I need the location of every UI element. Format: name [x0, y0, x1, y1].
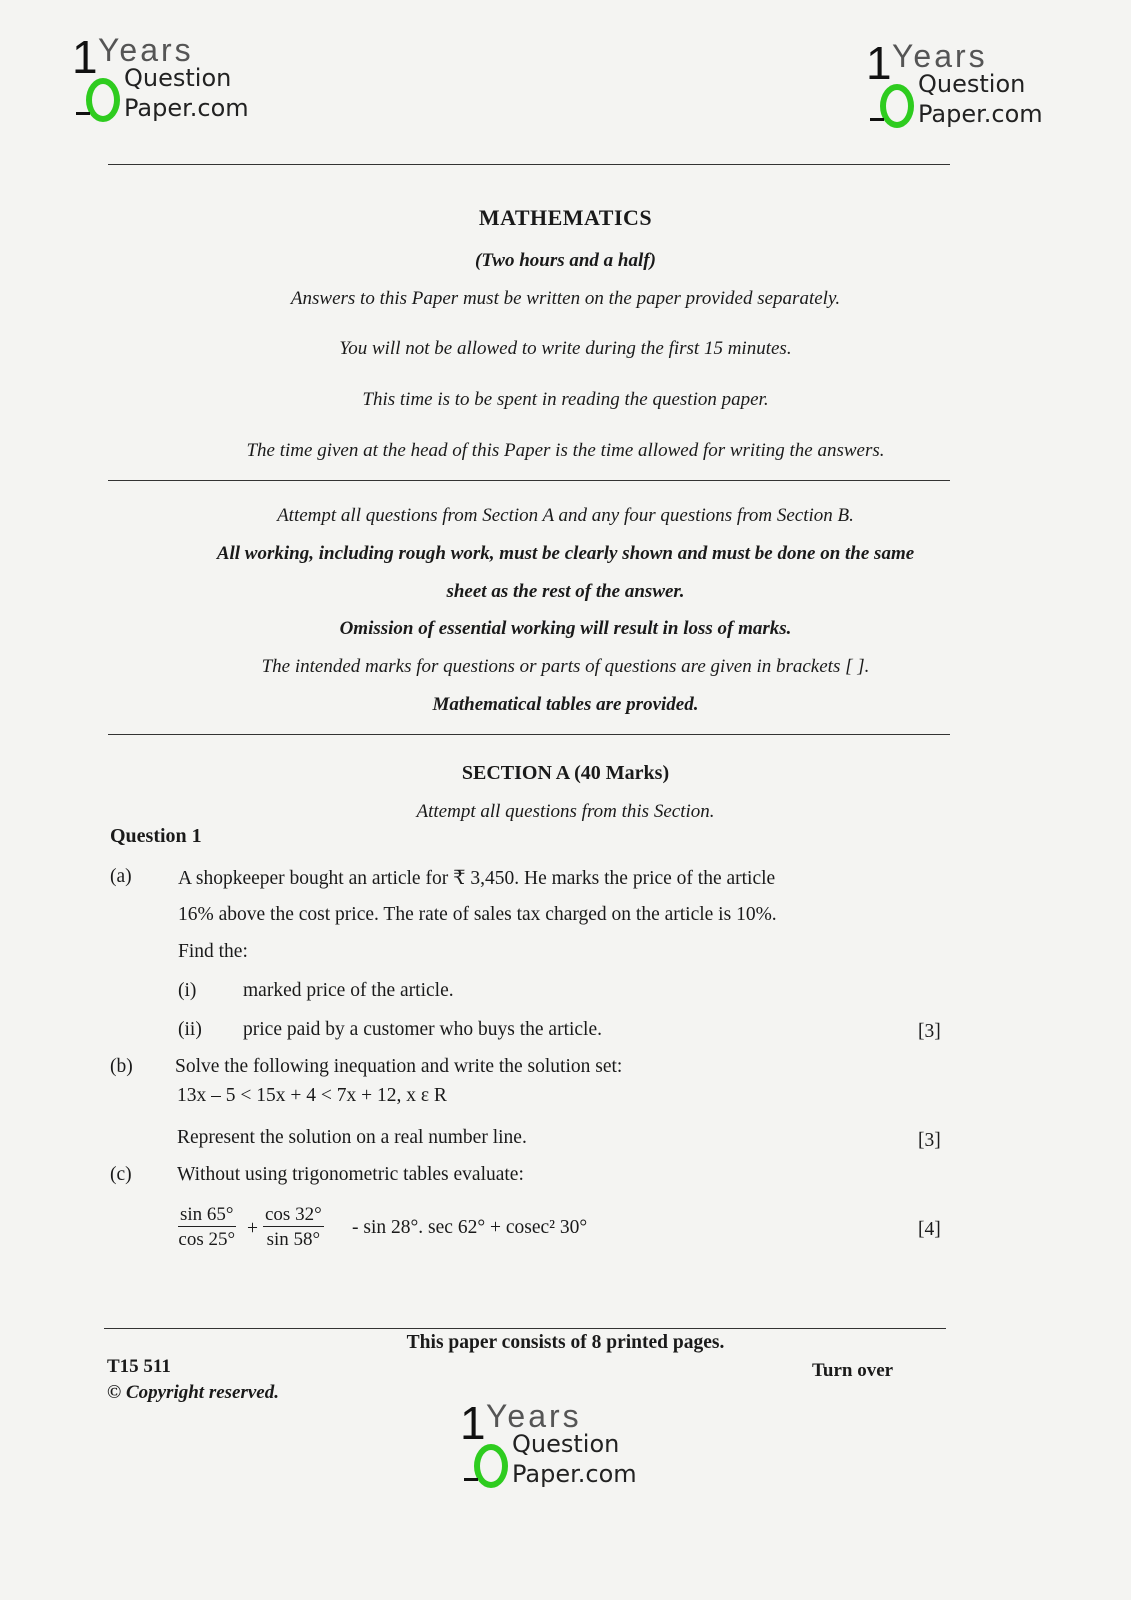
- fraction-cos32-sin58: [263, 1204, 324, 1251]
- part-a-sub-i-label: (i): [178, 980, 197, 1001]
- question-heading: Question 1: [110, 825, 202, 847]
- part-a-line: A shopkeeper bought an article for ₹ 3,450. He marks the price of the article: [178, 868, 776, 889]
- logo-years: Years: [892, 38, 988, 74]
- logo-question: Question: [124, 64, 232, 92]
- watermark-logo-bottom: [460, 1397, 660, 1495]
- part-a-sub-ii-text: price paid by a customer who buys the article.: [243, 1019, 603, 1040]
- fraction-denominator: cos 25°: [178, 1229, 236, 1250]
- part-c-label: (c): [110, 1164, 132, 1185]
- logo-digit-one: 1: [866, 37, 892, 89]
- logo-paper: Paper.com: [124, 94, 249, 122]
- footer-pages: This paper consists of 8 printed pages.: [406, 1332, 725, 1353]
- paper-code: T15 511: [107, 1356, 171, 1377]
- logo-years: Years: [98, 32, 194, 68]
- watermark-logo-top-left: [72, 31, 272, 129]
- logo-years: Years: [486, 1398, 582, 1434]
- instruction-line: This time is to be spent in reading the question paper.: [362, 389, 769, 410]
- watermark-logo-top-right: [866, 37, 1066, 135]
- logo-zero-ring-icon: [474, 1444, 508, 1488]
- part-b-line: Solve the following inequation and write the solution set:: [175, 1056, 623, 1077]
- logo-paper: Paper.com: [918, 100, 1043, 128]
- part-c-marks: [4]: [918, 1219, 941, 1240]
- fraction-sin65-cos25: [178, 1204, 236, 1251]
- part-b-label: (b): [110, 1056, 133, 1077]
- general-instruction: The intended marks for questions or parts of questions are given in brackets [ ].: [261, 656, 870, 677]
- part-b-marks: [3]: [918, 1130, 941, 1151]
- part-a-marks: [3]: [918, 1021, 941, 1042]
- logo-dash: [76, 112, 90, 115]
- logo-zero-ring-icon: [880, 84, 914, 128]
- general-instruction: Attempt all questions from Section A and any four questions from Section B.: [277, 505, 854, 526]
- logo-zero-ring-icon: [86, 78, 120, 122]
- general-instruction: Omission of essential working will result in loss of marks.: [339, 618, 792, 639]
- logo-question: Question: [512, 1430, 620, 1458]
- subject-title: MATHEMATICS: [478, 205, 653, 230]
- logo-dash: [870, 118, 884, 121]
- part-a-label: (a): [110, 866, 132, 887]
- part-c-expression: - sin 28°. sec 62° + cosec² 30°: [352, 1217, 588, 1238]
- logo-paper: Paper.com: [512, 1460, 637, 1488]
- instruction-line: You will not be allowed to write during the first 15 minutes.: [339, 338, 792, 359]
- part-b-line: Represent the solution on a real number line.: [177, 1127, 527, 1148]
- part-c-line: Without using trigonometric tables evaluate:: [177, 1164, 524, 1185]
- instruction-line: The time given at the head of this Paper is the time allowed for writing the answers.: [246, 440, 885, 461]
- section-title: SECTION A (40 Marks): [461, 762, 670, 784]
- part-b-inequation: 13x – 5 < 15x + 4 < 7x + 12, x ε R: [177, 1085, 447, 1106]
- instructions-rule-top: [108, 480, 950, 481]
- instructions-rule-bottom: [108, 734, 950, 735]
- logo-question: Question: [918, 70, 1026, 98]
- duration: (Two hours and a half): [475, 250, 656, 271]
- part-a-line: 16% above the cost price. The rate of sales tax charged on the article is 10%.: [178, 904, 777, 925]
- fraction-numerator: sin 65°: [180, 1204, 234, 1225]
- footer-rule: [104, 1328, 946, 1329]
- plus-sign: +: [247, 1218, 258, 1239]
- logo-digit-one: 1: [460, 1397, 486, 1449]
- part-a-sub-ii-label: (ii): [178, 1019, 202, 1040]
- fraction-denominator: sin 58°: [266, 1229, 321, 1250]
- general-instruction: Mathematical tables are provided.: [432, 694, 699, 715]
- instruction-line: Answers to this Paper must be written on the paper provided separately.: [290, 288, 841, 309]
- logo-dash: [464, 1478, 478, 1481]
- section-subtitle: Attempt all questions from this Section.: [416, 801, 715, 822]
- part-a-sub-i-text: marked price of the article.: [243, 980, 454, 1001]
- part-a-line: Find the:: [178, 941, 248, 962]
- turn-over: Turn over: [812, 1360, 894, 1381]
- fraction-numerator: cos 32°: [265, 1204, 322, 1225]
- general-instruction: All working, including rough work, must be clearly shown and must be done on the same: [216, 543, 915, 564]
- header-rule: [108, 164, 950, 165]
- general-instruction: sheet as the rest of the answer.: [446, 581, 685, 602]
- logo-digit-one: 1: [72, 31, 98, 83]
- copyright: © Copyright reserved.: [107, 1382, 279, 1403]
